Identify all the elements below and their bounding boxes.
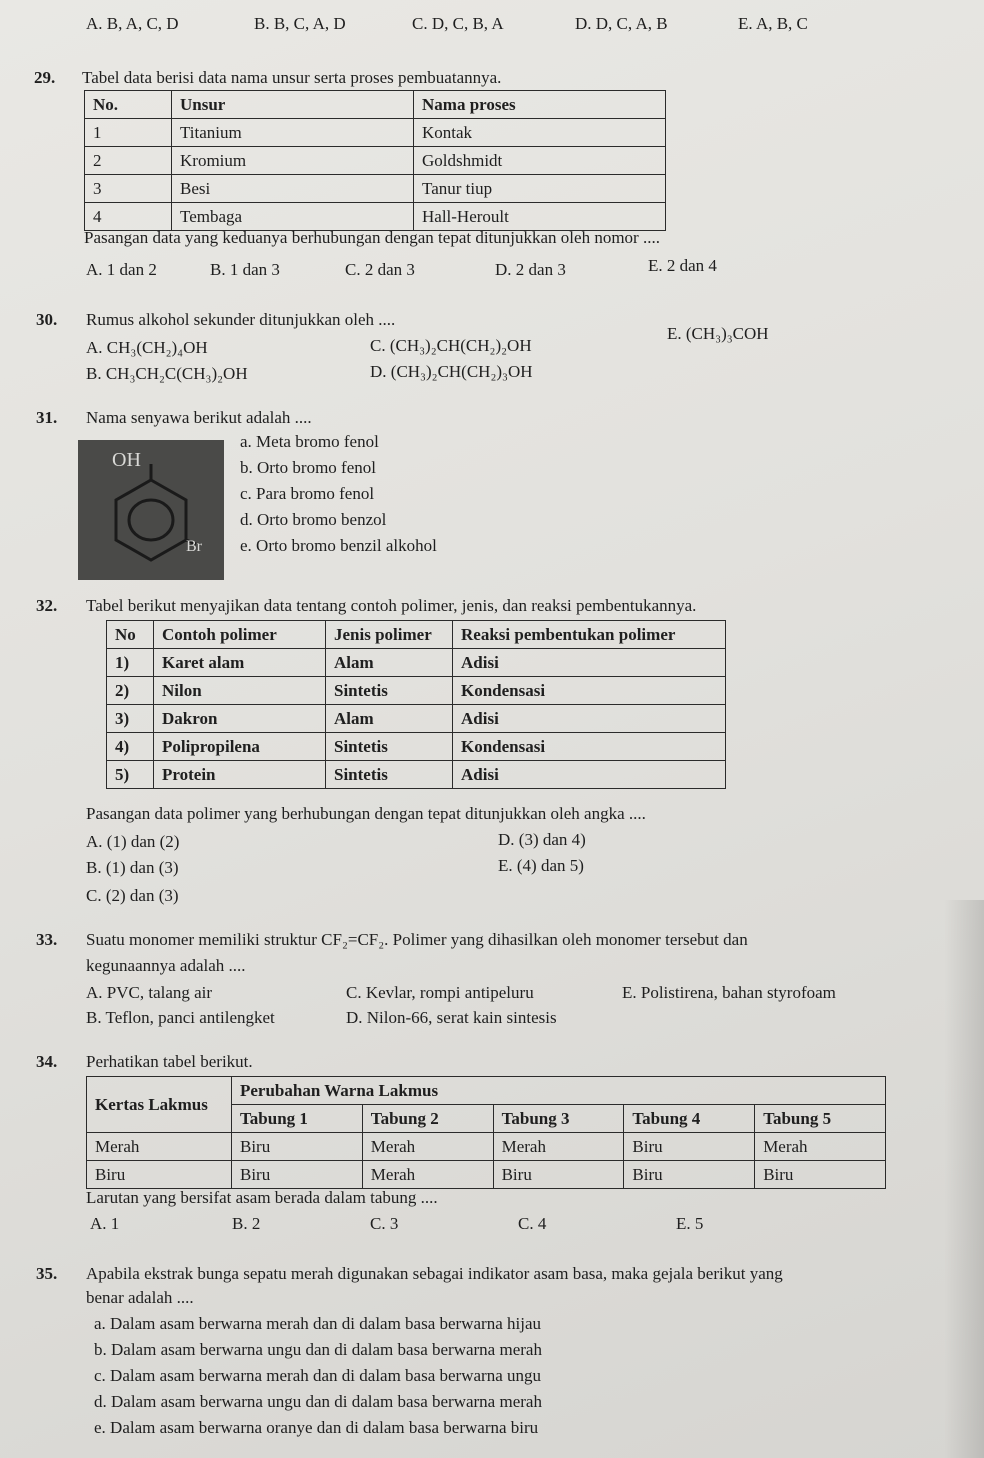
question-prompt: Larutan yang bersifat asam berada dalam tabung .... [86, 1188, 438, 1207]
question-text-cont: benar adalah .... [86, 1288, 194, 1307]
option-c[interactable]: C. (CH₃)₂CH(CH₂)₂OH [370, 336, 532, 355]
option-a[interactable]: A. 1 dan 2 [86, 260, 157, 279]
table-cell: Kondensasi [453, 733, 726, 761]
question-number: 33. [36, 930, 58, 949]
polymer-table [106, 620, 726, 789]
option-a[interactable]: A. 1 [90, 1214, 120, 1233]
table-cell: 3) [107, 705, 154, 733]
question-number: 35. [36, 1264, 58, 1283]
option-b[interactable]: B. B, C, A, D [254, 14, 346, 33]
option-a[interactable]: a. Meta bromo fenol [240, 432, 379, 451]
option-e[interactable]: E. (CH₃)₃COH [667, 324, 769, 343]
table-cell: Adisi [453, 761, 726, 789]
question-text: Perhatikan tabel berikut. [86, 1052, 253, 1071]
question-text: Nama senyawa berikut adalah .... [86, 408, 312, 427]
table-cell: Goldshmidt [414, 147, 666, 175]
option-b[interactable]: B. 2 [232, 1214, 261, 1233]
option-e[interactable]: E. Polistirena, bahan styrofoam [622, 983, 836, 1002]
option-e[interactable]: E. 2 dan 4 [648, 256, 717, 275]
br-label: Br [186, 538, 202, 555]
table-cell: Protein [154, 761, 326, 789]
table-cell: 3 [85, 175, 172, 203]
question-text: Apabila ekstrak bunga sepatu merah digunakan sebagai indikator asam basa, maka gejala berikut yang [86, 1264, 783, 1283]
table-cell: Titanium [172, 119, 414, 147]
option-e[interactable]: e. Dalam asam berwarna oranye dan di dalam basa berwarna biru [94, 1418, 539, 1437]
table-cell: Biru [232, 1161, 363, 1189]
option-d[interactable]: d. Orto bromo benzol [240, 510, 387, 529]
question-number: 30. [36, 310, 58, 329]
option-b[interactable]: b. Orto bromo fenol [240, 458, 376, 477]
option-d[interactable]: D. D, C, A, B [575, 14, 668, 33]
table-cell: Karet alam [154, 649, 326, 677]
table-row [85, 175, 666, 203]
option-c[interactable]: c. Dalam asam berwarna merah dan di dalam basa berwarna ungu [94, 1366, 541, 1385]
table-cell: Alam [326, 649, 453, 677]
table-header: Tabung 1 [232, 1105, 363, 1133]
option-c[interactable]: c. Para bromo fenol [240, 484, 375, 503]
question-text: Suatu monomer memiliki struktur CF₂=CF₂. Polimer yang dihasilkan oleh monomer tersebut dan [86, 930, 748, 949]
question-prompt: Pasangan data yang keduanya berhubungan dengan tepat ditunjukkan oleh nomor .... [84, 228, 660, 247]
table-header: Tabung 3 [493, 1105, 624, 1133]
option-c[interactable]: C. Kevlar, rompi antipeluru [346, 983, 534, 1002]
table-cell: Tembaga [172, 203, 414, 231]
table-header: Unsur [172, 91, 414, 119]
table-header: Nama proses [414, 91, 666, 119]
table-row [107, 761, 726, 789]
question-number: 32. [36, 596, 58, 615]
table-row [107, 733, 726, 761]
table-header: Kertas Lakmus [87, 1077, 232, 1133]
table-cell: Kondensasi [453, 677, 726, 705]
table-row [85, 147, 666, 175]
table-cell: Sintetis [326, 761, 453, 789]
table-header: Reaksi pembentukan polimer [453, 621, 726, 649]
table-cell: 2) [107, 677, 154, 705]
option-a[interactable]: A. CH₃(CH₂)₄OH [86, 338, 208, 357]
table-cell: Tanur tiup [414, 175, 666, 203]
table-cell: Merah [493, 1133, 624, 1161]
table-cell: Biru [624, 1133, 755, 1161]
table-cell: Biru [624, 1161, 755, 1189]
table-header: Tabung 2 [362, 1105, 493, 1133]
table-cell: 4 [85, 203, 172, 231]
table-row [107, 649, 726, 677]
option-b[interactable]: B. CH₃CH₂C(CH₃)₂OH [86, 364, 248, 383]
option-e[interactable]: E. 5 [676, 1214, 704, 1233]
table-cell: Adisi [453, 705, 726, 733]
table-row [107, 677, 726, 705]
option-a[interactable]: A. PVC, talang air [86, 983, 213, 1002]
table-header: Perubahan Warna Lakmus [232, 1077, 886, 1105]
table-header: Jenis polimer [326, 621, 453, 649]
table-cell: 1 [85, 119, 172, 147]
process-table [84, 90, 666, 231]
table-row [87, 1161, 886, 1189]
table-cell: 4) [107, 733, 154, 761]
table-cell: Dakron [154, 705, 326, 733]
oh-label: OH [112, 449, 141, 471]
table-header: Contoh polimer [154, 621, 326, 649]
table-cell: Alam [326, 705, 453, 733]
table-cell: Biru [755, 1161, 886, 1189]
option-c[interactable]: C. D, C, B, A [412, 14, 504, 33]
option-b[interactable]: B. Teflon, panci antilengket [86, 1008, 275, 1027]
table-header: Tabung 4 [624, 1105, 755, 1133]
table-cell: Merah [362, 1133, 493, 1161]
bromophenol-structure [78, 440, 224, 580]
option-b[interactable]: B. 1 dan 3 [210, 260, 280, 279]
option-d[interactable]: D. 2 dan 3 [495, 260, 566, 279]
table-cell: Hall-Heroult [414, 203, 666, 231]
litmus-table [86, 1076, 886, 1189]
option-d[interactable]: D. (CH₃)₂CH(CH₂)₃OH [370, 362, 533, 381]
table-row [87, 1133, 886, 1161]
option-e[interactable]: E. (4) dan 5) [498, 856, 584, 875]
question-text: Tabel berikut menyajikan data tentang contoh polimer, jenis, dan reaksi pembentukannya. [86, 596, 697, 615]
table-header: Tabung 5 [755, 1105, 886, 1133]
option-e[interactable]: E. A, B, C [738, 14, 808, 33]
table-header: No [107, 621, 154, 649]
question-number: 34. [36, 1052, 58, 1071]
table-cell: Sintetis [326, 733, 453, 761]
table-cell: Merah [362, 1161, 493, 1189]
table-cell: Sintetis [326, 677, 453, 705]
table-row [85, 203, 666, 231]
table-cell: Biru [87, 1161, 232, 1189]
structure-image [78, 440, 224, 580]
option-c[interactable]: C. (2) dan (3) [86, 886, 179, 905]
question-text-cont: kegunaannya adalah .... [86, 956, 246, 975]
page-shadow [944, 900, 984, 1458]
option-c[interactable]: C. 2 dan 3 [345, 260, 415, 279]
table-cell: Kromium [172, 147, 414, 175]
option-c[interactable]: C. 3 [370, 1214, 399, 1233]
table-cell: 1) [107, 649, 154, 677]
option-a[interactable]: a. Dalam asam berwarna merah dan di dalam basa berwarna hijau [94, 1314, 541, 1333]
option-b[interactable]: B. (1) dan (3) [86, 858, 179, 877]
option-d[interactable]: d. Dalam asam berwarna ungu dan di dalam basa berwarna merah [94, 1392, 542, 1411]
table-cell: Biru [232, 1133, 363, 1161]
table-header: No. [85, 91, 172, 119]
question-prompt: Pasangan data polimer yang berhubungan dengan tepat ditunjukkan oleh angka .... [86, 804, 646, 823]
question-number: 29. [34, 68, 56, 87]
question-text: Rumus alkohol sekunder ditunjukkan oleh .... [86, 310, 396, 329]
table-cell: Kontak [414, 119, 666, 147]
table-cell: 2 [85, 147, 172, 175]
table-cell: Merah [87, 1133, 232, 1161]
table-cell: Nilon [154, 677, 326, 705]
table-cell: Adisi [453, 649, 726, 677]
question-text: Tabel data berisi data nama unsur serta proses pembuatannya. [82, 68, 502, 87]
option-a[interactable]: A. B, A, C, D [86, 14, 179, 33]
option-d[interactable]: D. Nilon-66, serat kain sintesis [346, 1008, 557, 1027]
table-row [85, 119, 666, 147]
table-cell: Polipropilena [154, 733, 326, 761]
option-b[interactable]: b. Dalam asam berwarna ungu dan di dalam basa berwarna merah [94, 1340, 542, 1359]
option-d[interactable]: D. (3) dan 4) [498, 830, 586, 849]
table-cell: Besi [172, 175, 414, 203]
table-cell: Biru [493, 1161, 624, 1189]
table-cell: 5) [107, 761, 154, 789]
question-number: 31. [36, 408, 58, 427]
table-cell: Merah [755, 1133, 886, 1161]
option-a[interactable]: A. (1) dan (2) [86, 832, 180, 851]
option-e[interactable]: e. Orto bromo benzil alkohol [240, 536, 437, 555]
option-d[interactable]: C. 4 [518, 1214, 547, 1233]
table-row [107, 705, 726, 733]
